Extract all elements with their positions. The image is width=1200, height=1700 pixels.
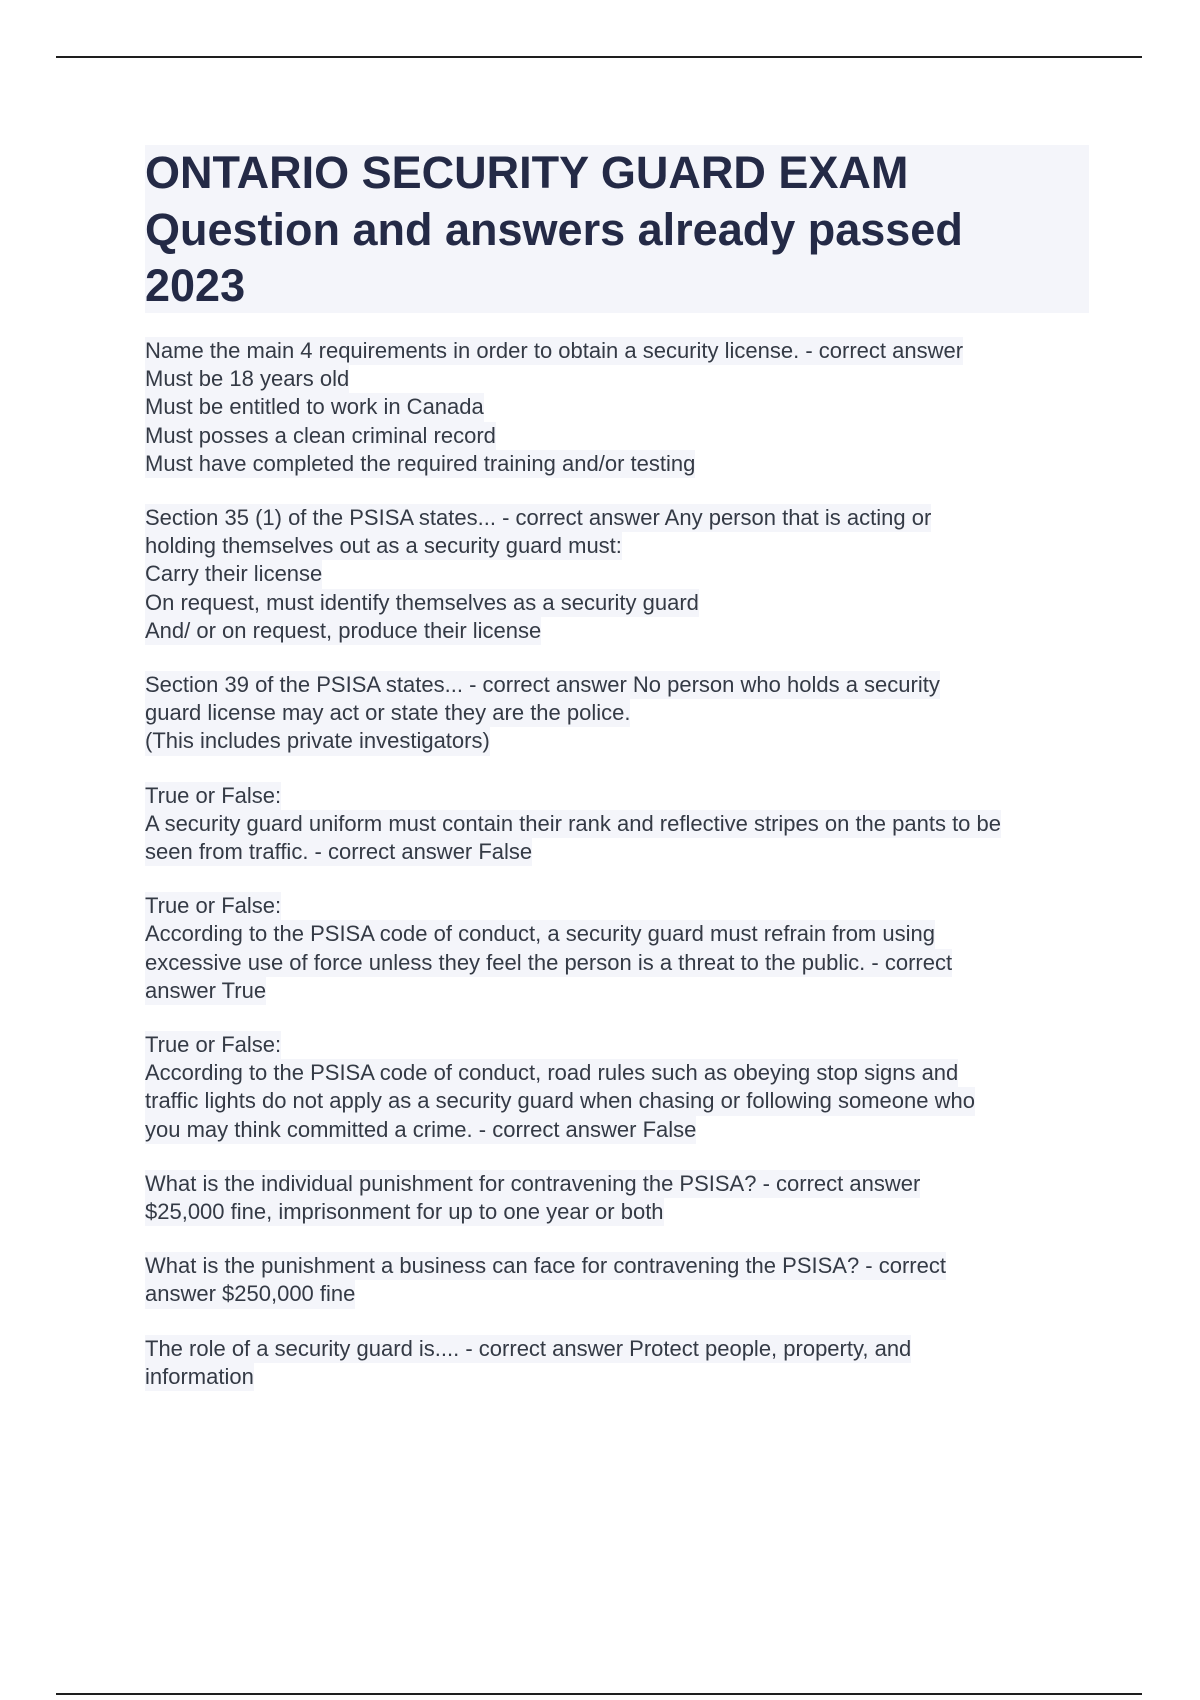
answer-line: answer True — [145, 977, 266, 1005]
question-line: Section 39 of the PSISA states... - correct answer No person who holds a security — [145, 671, 940, 699]
bottom-rule — [56, 1693, 1142, 1695]
question-line: True or False: — [145, 1031, 281, 1059]
qa-block — [145, 337, 1095, 478]
qa-content — [145, 337, 1095, 1417]
qa-block — [145, 1252, 1095, 1308]
answer-line: (This includes private investigators) — [145, 727, 490, 755]
question-line: The role of a security guard is.... - correct answer Protect people, property, and — [145, 1335, 911, 1363]
answer-line: seen from traffic. - correct answer False — [145, 838, 532, 866]
qa-block — [145, 1031, 1095, 1144]
title-line: 2023 — [145, 260, 246, 311]
question-line: True or False: — [145, 892, 281, 920]
title-line: Question and answers already passed — [145, 204, 963, 255]
answer-line: answer $250,000 fine — [145, 1280, 355, 1308]
answer-line: Must have completed the required training and/or testing — [145, 450, 695, 478]
question-line: traffic lights do not apply as a security guard when chasing or following someone who — [145, 1087, 975, 1115]
top-rule — [56, 56, 1142, 58]
question-line: Section 35 (1) of the PSISA states... - correct answer Any person that is acting or — [145, 504, 931, 532]
qa-block — [145, 671, 1095, 756]
question-line: excessive use of force unless they feel the person is a threat to the public. - correct — [145, 949, 952, 977]
answer-line: guard license may act or state they are the police. — [145, 699, 630, 727]
qa-block — [145, 892, 1095, 1005]
question-line: A security guard uniform must contain their rank and reflective stripes on the pants to be — [145, 810, 1001, 838]
question-line: What is the punishment a business can face for contravening the PSISA? - correct — [145, 1252, 946, 1280]
title-line: ONTARIO SECURITY GUARD EXAM — [145, 147, 909, 198]
answer-line: $25,000 fine, imprisonment for up to one year or both — [145, 1198, 664, 1226]
question-line: Name the main 4 requirements in order to obtain a security license. - correct answer — [145, 337, 963, 365]
answer-line: holding themselves out as a security guard must: — [145, 532, 622, 560]
answer-line: And/ or on request, produce their license — [145, 617, 541, 645]
question-line: According to the PSISA code of conduct, road rules such as obeying stop signs and — [145, 1059, 958, 1087]
qa-block — [145, 504, 1095, 645]
question-line: True or False: — [145, 782, 281, 810]
question-line: What is the individual punishment for contravening the PSISA? - correct answer — [145, 1170, 920, 1198]
qa-block — [145, 782, 1095, 867]
answer-line: information — [145, 1363, 254, 1391]
answer-line: Must posses a clean criminal record — [145, 422, 496, 450]
answer-line: Must be entitled to work in Canada — [145, 393, 484, 421]
document-title — [145, 145, 1089, 313]
answer-line: you may think committed a crime. - correct answer False — [145, 1116, 696, 1144]
answer-line: Carry their license — [145, 560, 322, 588]
answer-line: Must be 18 years old — [145, 365, 349, 393]
qa-block — [145, 1170, 1095, 1226]
question-line: According to the PSISA code of conduct, a security guard must refrain from using — [145, 920, 935, 948]
answer-line: On request, must identify themselves as a security guard — [145, 589, 699, 617]
qa-block — [145, 1335, 1095, 1391]
